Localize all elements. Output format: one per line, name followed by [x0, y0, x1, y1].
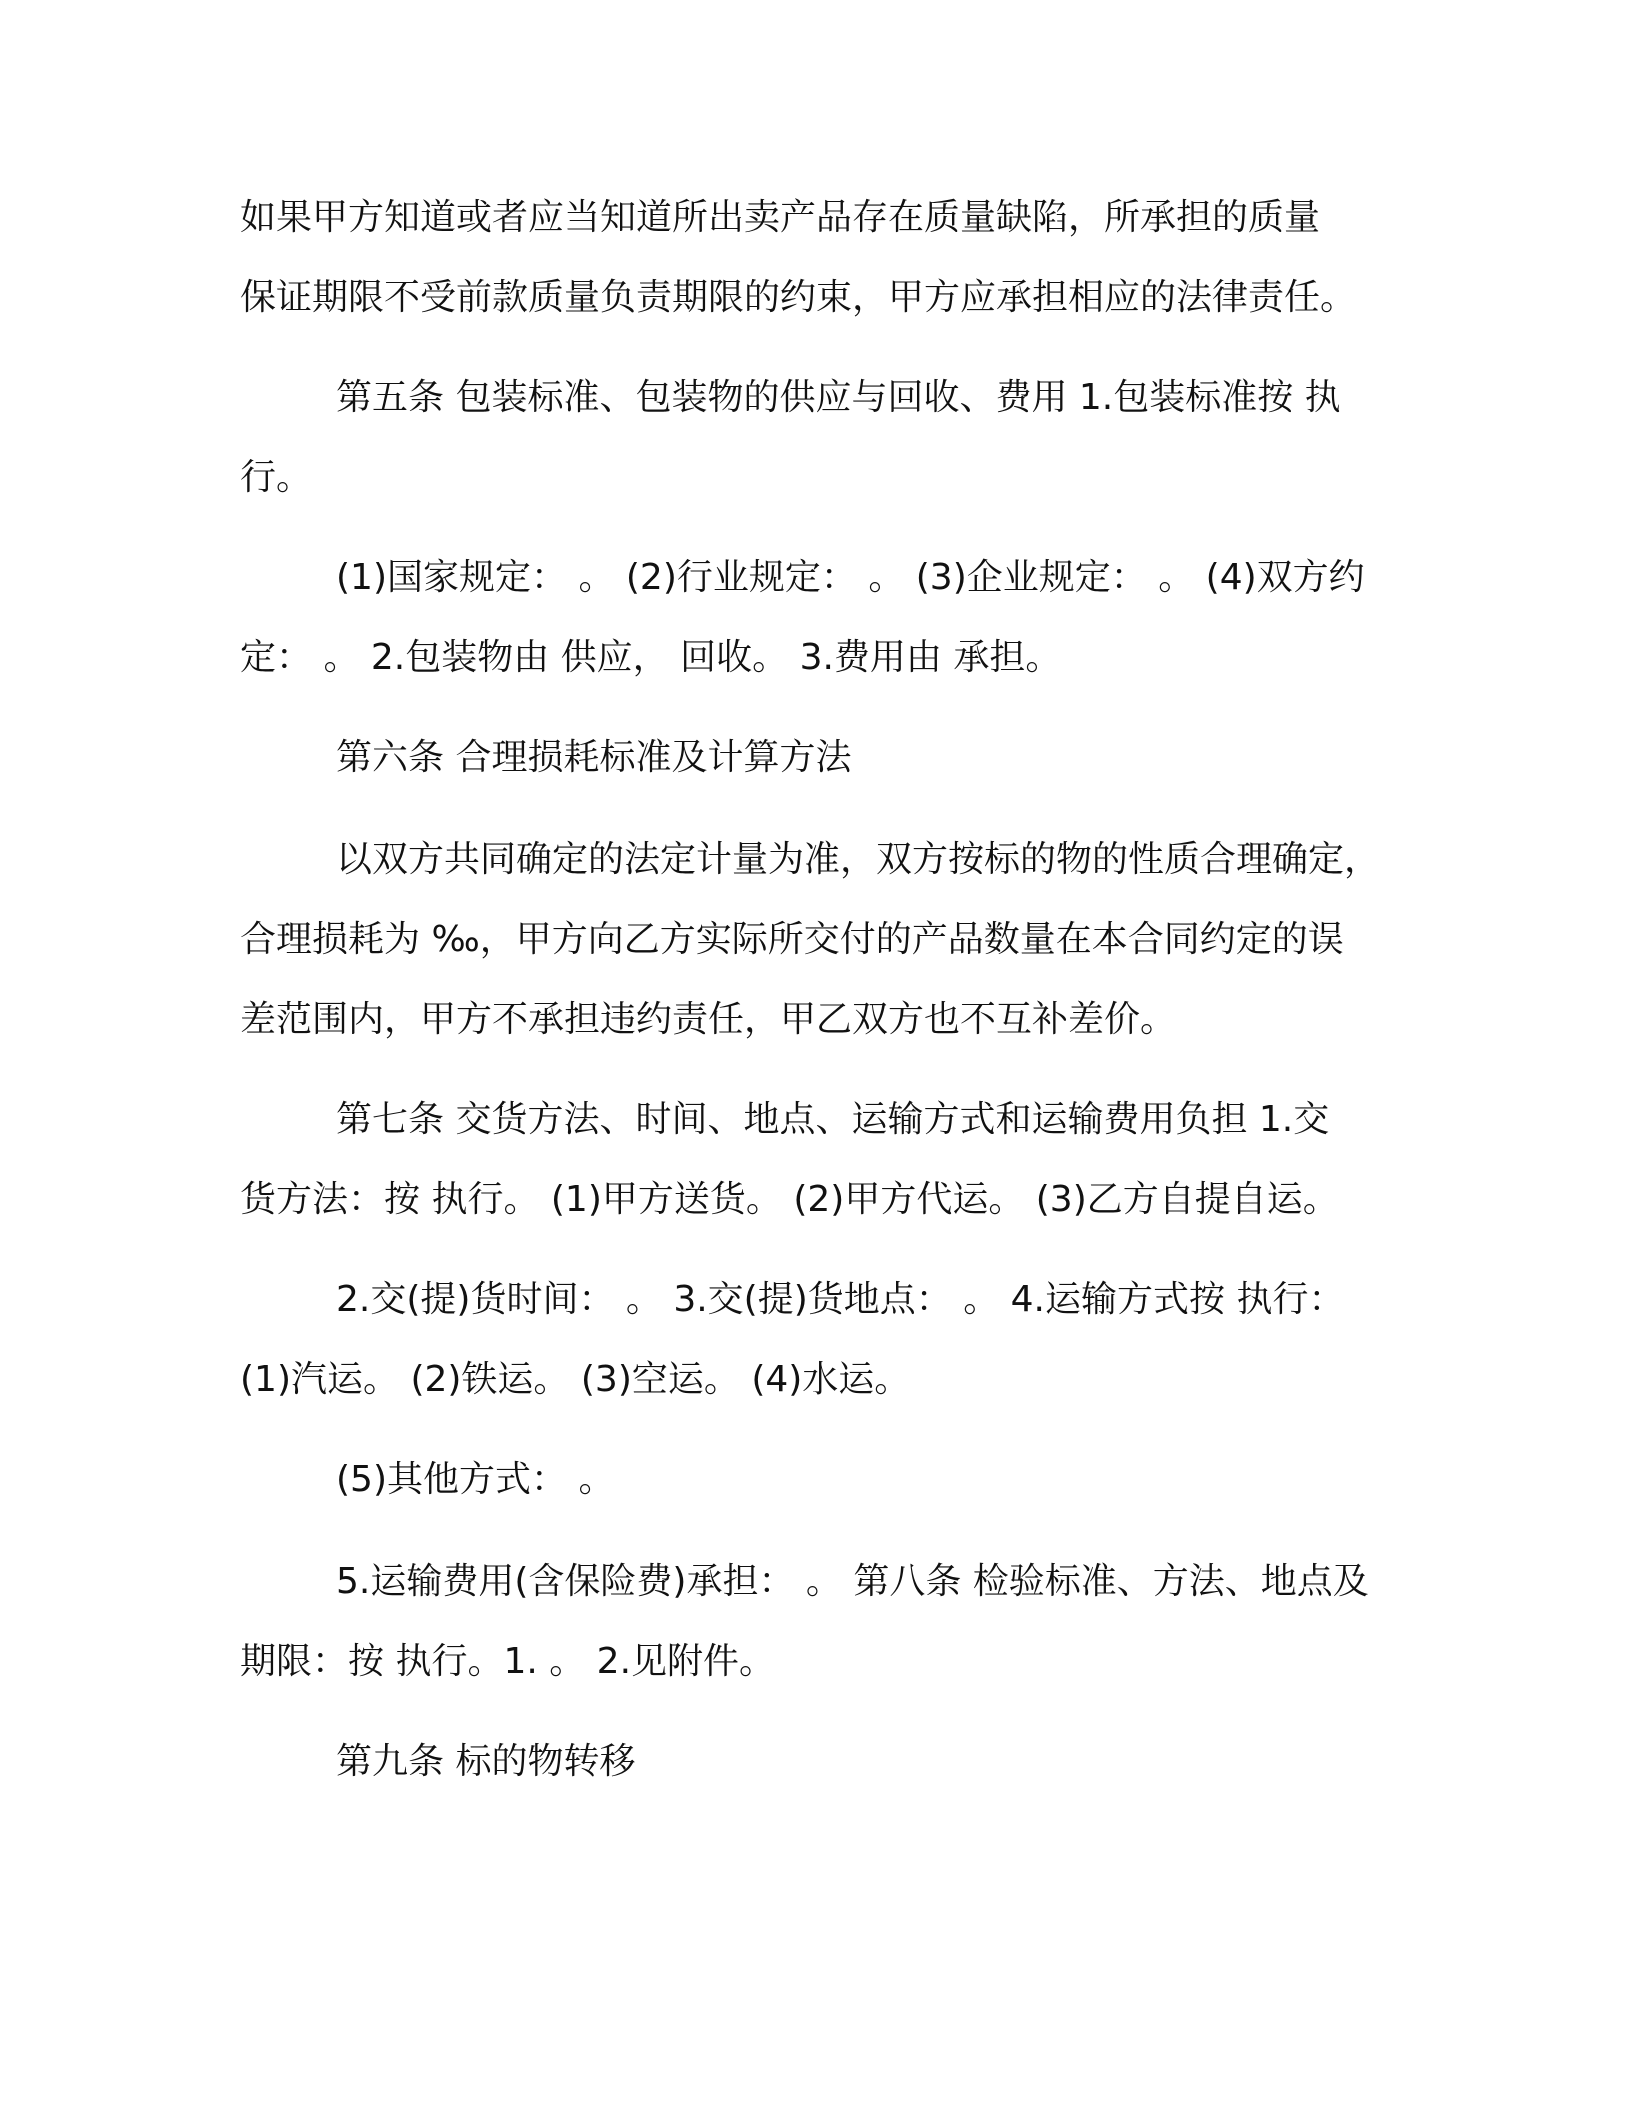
paragraph-article-5 [240, 358, 1410, 518]
section-heading: 第九条 标的物转移 [336, 1741, 636, 1782]
section-heading: 第六条 合理损耗标准及计算方法 [336, 737, 852, 778]
paragraph-article-7-items [240, 1260, 1410, 1420]
text-line: 5.运输费用(含保险费)承担： 。 第八条 检验标准、方法、地点及 [336, 1561, 1369, 1602]
text-line: 第五条 包装标准、包装物的供应与回收、费用 1.包装标准按 执 [336, 377, 1341, 418]
text-line: 行。 [240, 457, 313, 498]
text-line: 保证期限不受前款质量负责期限的约束，甲方应承担相应的法律责任。 [240, 277, 1357, 318]
text-line: 差范围内，甲方不承担违约责任，甲乙双方也不互补差价。 [240, 999, 1177, 1040]
text-line: 以双方共同确定的法定计量为准，双方按标的物的性质合理确定， [336, 839, 1381, 880]
paragraph-quality-liability [240, 178, 1410, 338]
text-line: 第七条 交货方法、时间、地点、运输方式和运输费用负担 1.交 [336, 1099, 1330, 1140]
text-line: 2.交(提)货时间： 。 3.交(提)货地点： 。 4.运输方式按 执行： [336, 1279, 1345, 1320]
text-line: 定： 。 2.包装物由 供应， 回收。 3.费用由 承担。 [240, 637, 1062, 678]
paragraph-article-6-body [240, 820, 1410, 1060]
text-line: (1)汽运。 (2)铁运。 (3)空运。 (4)水运。 [240, 1359, 911, 1400]
paragraph-article-9-title [240, 1722, 1410, 1802]
text-line: 合理损耗为 ‰，甲方向乙方实际所交付的产品数量在本合同约定的误 [240, 919, 1344, 960]
text-line: 期限：按 执行。1. 。 2.见附件。 [240, 1641, 776, 1682]
text-line: (5)其他方式： 。 [336, 1459, 615, 1500]
paragraph-article-5-items [240, 538, 1410, 698]
text-line: (1)国家规定： 。 (2)行业规定： 。 (3)企业规定： 。 (4)双方约 [336, 557, 1365, 598]
paragraph-article-6-title [240, 718, 1410, 798]
text-line: 如果甲方知道或者应当知道所出卖产品存在质量缺陷，所承担的质量 [240, 197, 1321, 238]
paragraph-article-7-other [240, 1440, 1410, 1520]
paragraph-article-8 [240, 1542, 1410, 1702]
text-line: 货方法：按 执行。 (1)甲方送货。 (2)甲方代运。 (3)乙方自提自运。 [240, 1179, 1339, 1220]
paragraph-article-7 [240, 1080, 1410, 1240]
